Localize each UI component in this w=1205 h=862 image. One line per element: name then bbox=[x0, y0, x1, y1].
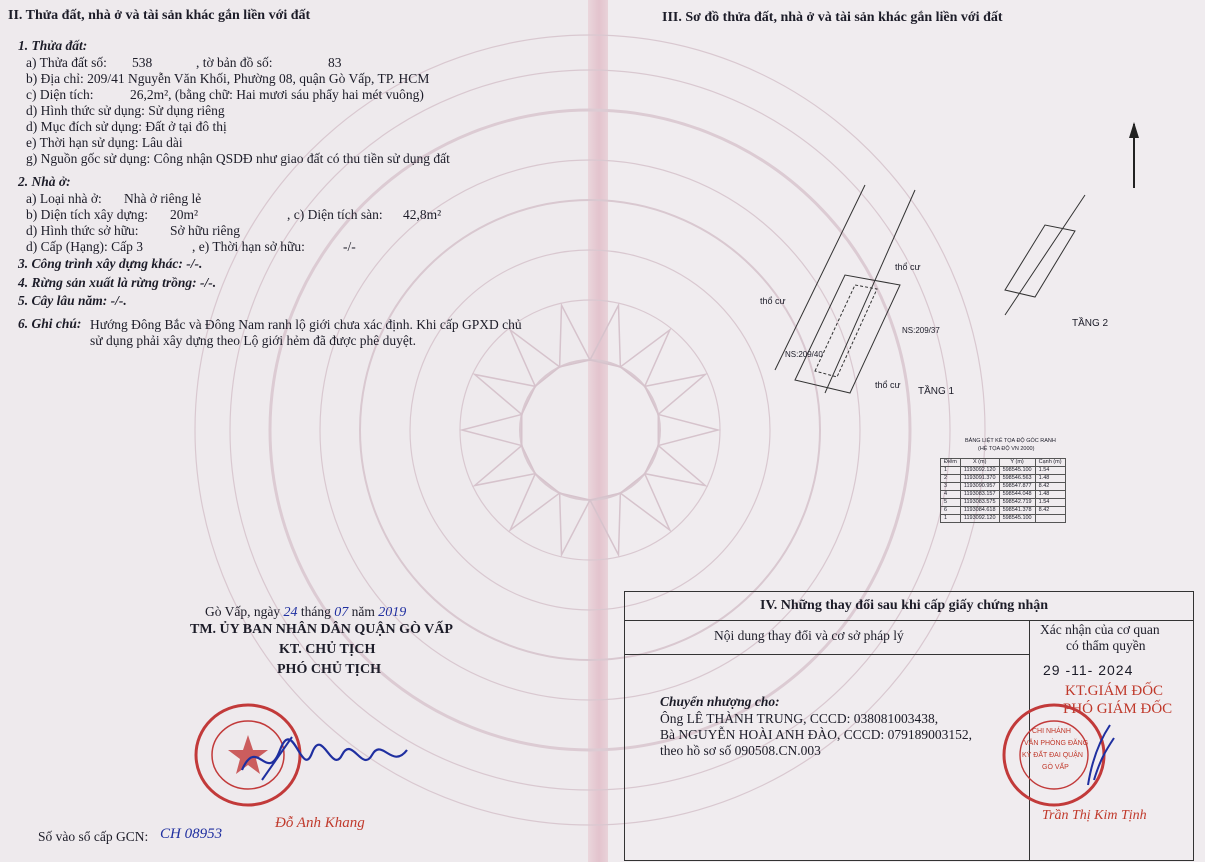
confirmation-date: 29 -11- 2024 bbox=[1043, 662, 1134, 678]
table-cell: 8.42 bbox=[1035, 483, 1065, 491]
neighbor-label-2: thổ cư bbox=[895, 262, 921, 272]
note-line-1: Hướng Đông Bắc và Đông Nam ranh lộ giới chưa xác định. Khi cấp GPXD chủ bbox=[90, 317, 522, 332]
table-cell: 2 bbox=[941, 475, 961, 483]
director-label: KT.GIÁM ĐỐC bbox=[1065, 683, 1164, 699]
table-header-cell: Điểm bbox=[941, 459, 961, 467]
section-ii-title: II. Thửa đất, nhà ở và tài sản khác gắn liền với đất bbox=[8, 8, 311, 23]
transferee-2: Bà NGUYỄN HOÀI ANH ĐÀO, CCCD: 079189003152, bbox=[660, 727, 972, 742]
seal-line-4: GÒ VẤP bbox=[1042, 764, 1069, 771]
table-cell: 8.42 bbox=[1035, 507, 1065, 515]
map-number: 83 bbox=[328, 55, 342, 70]
table-row bbox=[941, 491, 1066, 499]
table-cell: 598547.877 bbox=[999, 483, 1035, 491]
map-label: , tờ bản đồ số: bbox=[196, 55, 273, 70]
seal-line-3: KÝ ĐẤT ĐAI QUẬN bbox=[1022, 752, 1083, 759]
transfer-label: Chuyển nhượng cho: bbox=[660, 694, 780, 709]
table-row bbox=[941, 483, 1066, 491]
use-term: e) Thời hạn sử dụng: Lâu dài bbox=[26, 135, 183, 150]
floor-area-label: , c) Diện tích sàn: bbox=[287, 207, 383, 222]
table-cell: 1.54 bbox=[1035, 467, 1065, 475]
table-cell: 3 bbox=[941, 483, 961, 491]
use-form: d) Hình thức sử dụng: Sử dụng riêng bbox=[26, 103, 225, 118]
changes-title: IV. Những thay đổi sau khi cấp giấy chứng nhận bbox=[760, 598, 1049, 613]
sign-place-date: Gò Vấp, ngày 24 tháng 07 năm 2019 bbox=[205, 604, 407, 620]
changes-col2-header-1: Xác nhận của cơ quan bbox=[1040, 622, 1160, 637]
table-cell: 6 bbox=[941, 507, 961, 515]
ownership-label: d) Hình thức sở hữu: bbox=[26, 223, 139, 238]
coord-table-subtitle: (HỆ TỌA ĐỘ VN 2000) bbox=[978, 446, 1035, 452]
table-row bbox=[941, 475, 1066, 483]
lot-label-right: NS:209/37 bbox=[902, 326, 940, 335]
table-cell: 1.48 bbox=[1035, 491, 1065, 499]
other-constructions: 3. Công trình xây dựng khác: -/-. bbox=[18, 256, 203, 271]
table-cell: 598542.719 bbox=[999, 499, 1035, 507]
floor-2-label: TẦNG 2 bbox=[1072, 318, 1109, 329]
vice-chairman-signature bbox=[232, 725, 432, 795]
issuing-authority: TM. ỦY BAN NHÂN DÂN QUẬN GÒ VẤP bbox=[190, 622, 453, 637]
note-label: 6. Ghi chú: bbox=[18, 316, 82, 331]
neighbor-label-1: thổ cư bbox=[760, 296, 786, 306]
house-heading: 2. Nhà ở: bbox=[18, 174, 71, 189]
plot-label: a) Thửa đất số: bbox=[26, 55, 107, 70]
table-row bbox=[941, 507, 1066, 515]
table-cell: 598545.100 bbox=[999, 467, 1035, 475]
table-cell: 1.54 bbox=[1035, 499, 1065, 507]
neighbor-label-3: thổ cư bbox=[875, 380, 901, 390]
land-plot-diagram bbox=[715, 155, 1135, 465]
built-area-label: b) Diện tích xây dựng: bbox=[26, 207, 149, 222]
table-cell: 5 bbox=[941, 499, 961, 507]
coordinate-table bbox=[940, 458, 1066, 523]
table-cell: 1.48 bbox=[1035, 475, 1065, 483]
table-cell bbox=[1035, 515, 1065, 523]
table-cell: 1193091.370 bbox=[960, 475, 999, 483]
table-cell: 1193083.575 bbox=[960, 499, 999, 507]
table-cell: 598541.378 bbox=[999, 507, 1035, 515]
vice-director-label: PHÓ GIÁM ĐỐC bbox=[1063, 701, 1173, 717]
table-cell: 1193092.120 bbox=[960, 515, 999, 523]
floor-1-label: TẦNG 1 bbox=[918, 386, 955, 397]
table-row bbox=[941, 467, 1066, 475]
table-cell: 1193090.957 bbox=[960, 483, 999, 491]
area-label: c) Diện tích: bbox=[26, 87, 94, 102]
page-spine bbox=[588, 0, 610, 862]
table-cell: 1 bbox=[941, 467, 961, 475]
land-origin: g) Nguồn gốc sử dụng: Công nhận QSDĐ như giao đất có thu tiền sử dụng đất bbox=[26, 151, 450, 166]
own-term-label: , e) Thời hạn sở hữu: bbox=[192, 239, 305, 254]
table-cell: 598546.563 bbox=[999, 475, 1035, 483]
house-grade: d) Cấp (Hạng): Cấp 3 bbox=[26, 239, 143, 254]
seal-line-1: CHI NHÁNH bbox=[1032, 728, 1071, 735]
table-cell: 1 bbox=[941, 515, 961, 523]
table-cell: 1193092.120 bbox=[960, 467, 999, 475]
vice-director-signature bbox=[1080, 720, 1120, 790]
table-cell: 1193084.618 bbox=[960, 507, 999, 515]
registration-label: Số vào sổ cấp GCN: bbox=[38, 829, 149, 844]
floor-area-value: 42,8m² bbox=[403, 207, 442, 222]
built-area-value: 20m² bbox=[170, 207, 199, 222]
land-heading: 1. Thửa đất: bbox=[18, 38, 88, 53]
table-cell: 598545.100 bbox=[999, 515, 1035, 523]
table-header-row bbox=[941, 459, 1066, 467]
table-header-cell: Y (m) bbox=[999, 459, 1035, 467]
table-cell: 598544.048 bbox=[999, 491, 1035, 499]
signer-name-left: Đỗ Anh Khang bbox=[275, 815, 365, 831]
table-header-cell: X (m) bbox=[960, 459, 999, 467]
changes-col1-header: Nội dung thay đổi và cơ sở pháp lý bbox=[714, 628, 904, 643]
perennial-trees: 5. Cây lâu năm: -/-. bbox=[18, 293, 127, 308]
table-row bbox=[941, 515, 1066, 523]
table-cell: 1193083.157 bbox=[960, 491, 999, 499]
production-forest: 4. Rừng sản xuất là rừng trồng: -/-. bbox=[18, 275, 217, 290]
land-address: b) Địa chỉ: 209/41 Nguyễn Văn Khối, Phường 08, quận Gò Vấp, TP. HCM bbox=[26, 71, 430, 86]
seal-line-2: VĂN PHÒNG ĐĂNG bbox=[1024, 740, 1089, 747]
use-purpose: d) Mục đích sử dụng: Đất ở tại đô thị bbox=[26, 119, 227, 134]
ownership-value: Sở hữu riêng bbox=[170, 223, 240, 238]
house-type-label: a) Loại nhà ở: bbox=[26, 191, 102, 206]
table-cell: 4 bbox=[941, 491, 961, 499]
plot-number: 538 bbox=[132, 55, 153, 70]
own-term-value: -/- bbox=[343, 239, 356, 254]
lot-label-left: NS:209/40 bbox=[785, 350, 823, 359]
house-type-value: Nhà ở riêng lẻ bbox=[124, 191, 202, 206]
transferee-1: Ông LÊ THÀNH TRUNG, CCCD: 038081003438, bbox=[660, 711, 939, 726]
changes-col2-header-2: có thẩm quyền bbox=[1066, 638, 1146, 653]
vice-chairman-label: PHÓ CHỦ TỊCH bbox=[277, 662, 381, 677]
chairman-label: KT. CHỦ TỊCH bbox=[279, 642, 376, 657]
table-row bbox=[941, 499, 1066, 507]
signer-name-right: Trần Thị Kim Tịnh bbox=[1042, 808, 1147, 823]
registration-number: CH 08953 bbox=[160, 826, 223, 842]
coord-table-title: BẢNG LIỆT KÊ TỌA ĐỘ GÓC RANH bbox=[965, 438, 1056, 444]
dossier-number: theo hồ sơ số 090508.CN.003 bbox=[660, 743, 821, 758]
section-iii-title: III. Sơ đồ thửa đất, nhà ở và tài sản khác gắn liền với đất bbox=[662, 10, 1003, 25]
area-value: 26,2m², (bằng chữ: Hai mươi sáu phẩy hai mét vuông) bbox=[130, 87, 424, 102]
table-header-cell: Cạnh (m) bbox=[1035, 459, 1065, 467]
note-line-2: sử dụng phải xây dựng theo Lộ giới hẻm đã được phê duyệt. bbox=[90, 333, 417, 348]
